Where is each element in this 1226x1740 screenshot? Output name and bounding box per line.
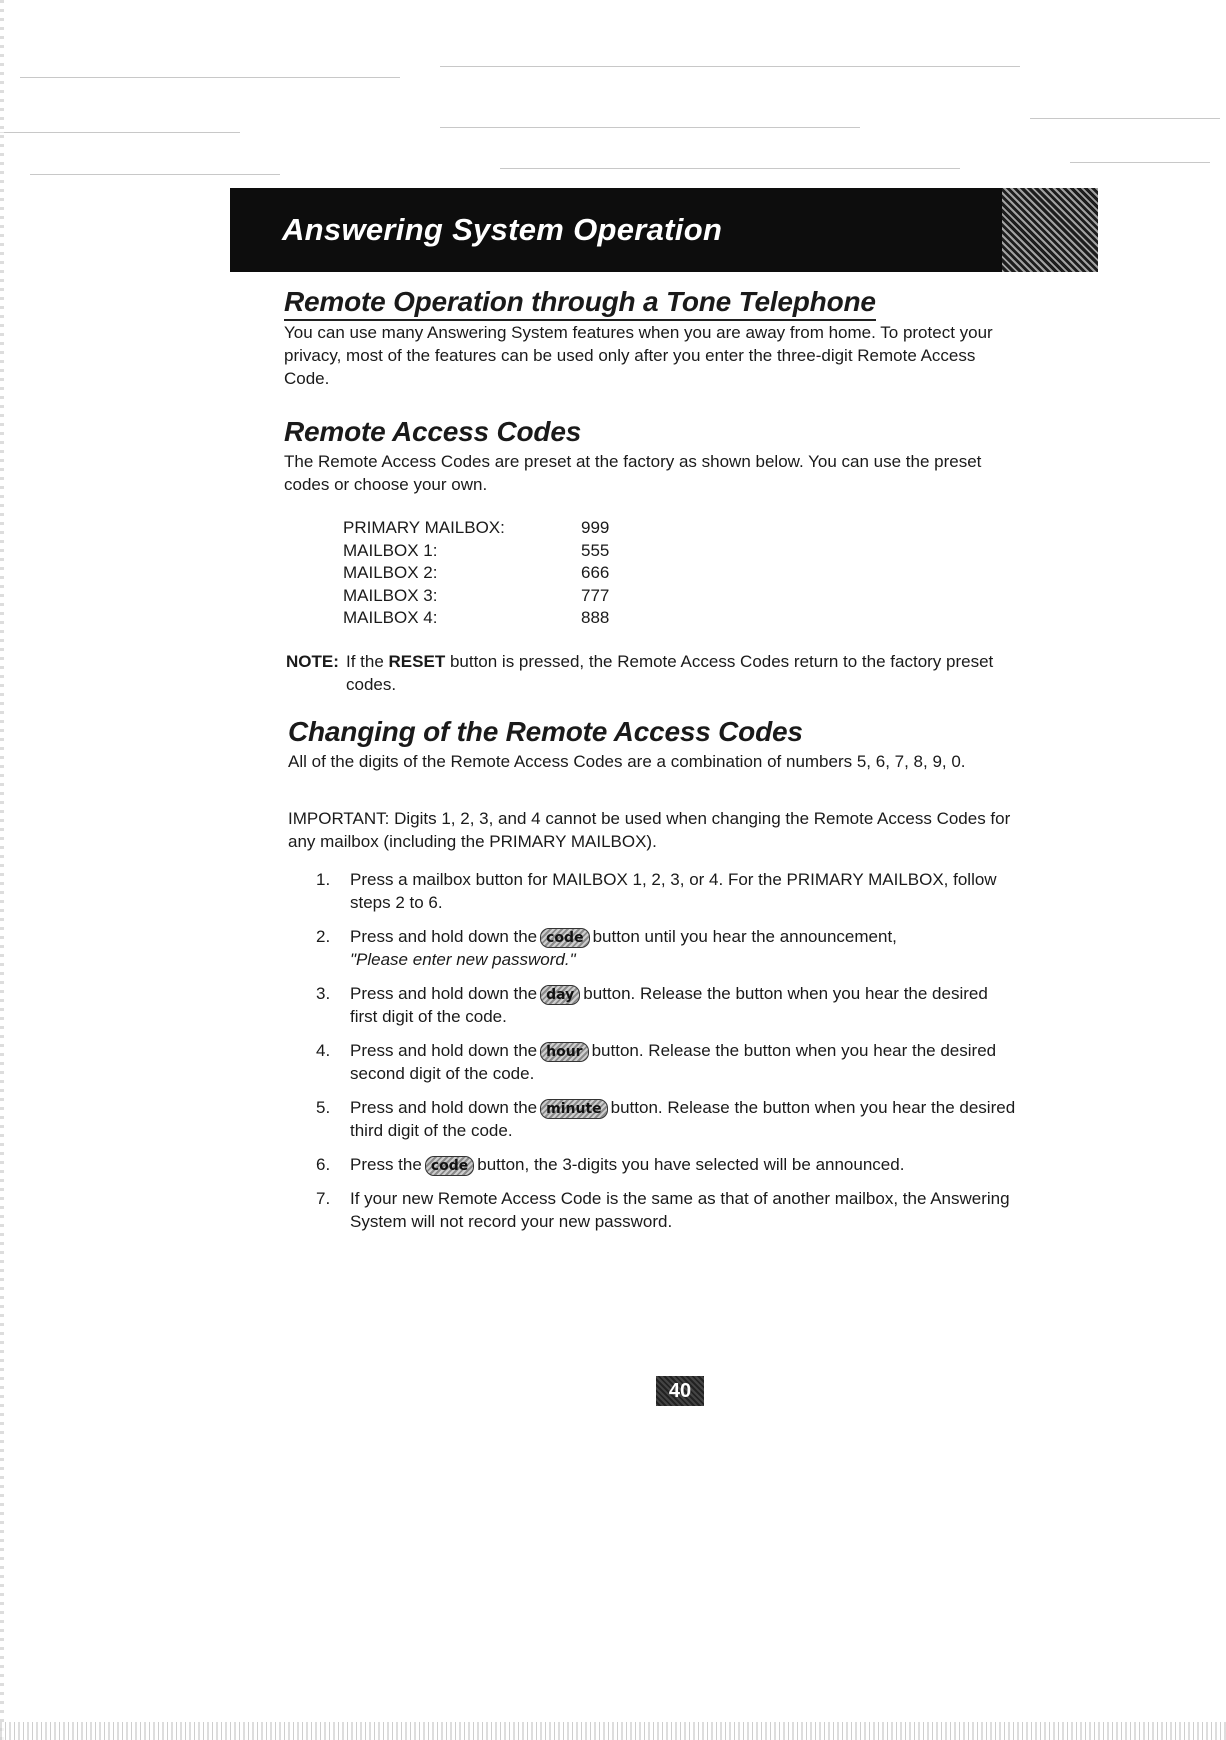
- step-text-end: button. Release the button when you hear the desired first digit of the code.: [350, 984, 988, 1026]
- step-item: [316, 1187, 1016, 1233]
- step-text-start: Press and hold down the: [350, 984, 538, 1003]
- code-value: 555: [581, 540, 610, 560]
- scan-artifact: [440, 127, 860, 128]
- note-text: [346, 650, 1016, 696]
- note-text-start: If the: [346, 652, 389, 671]
- step-text: [350, 1096, 1016, 1142]
- scan-artifact: [20, 77, 400, 78]
- step-number: 7.: [316, 1189, 331, 1208]
- step-number: 1.: [316, 870, 331, 889]
- code-value: 999: [581, 518, 610, 537]
- code-label: MAILBOX 4:: [343, 608, 438, 627]
- hour-button-icon: hour: [540, 1042, 588, 1062]
- note-text-end: button is pressed, the Remote Access Codes return to the factory preset codes.: [346, 652, 994, 694]
- section-changing-codes-text: All of the digits of the Remote Access Codes are a combination of numbers 5, 6, 7, 8, 9, 0.: [288, 752, 966, 771]
- scan-edge: [0, 0, 4, 1740]
- step-text-start: Press and hold down the: [350, 927, 538, 946]
- important-text: Digits 1, 2, 3, and 4 cannot be used when changing the Remote Access Codes for any mailbox (including the PRIMARY MAILBOX).: [288, 809, 1011, 851]
- code-value: 666: [581, 563, 610, 582]
- code-row: [343, 540, 609, 563]
- page-number: 40: [656, 1376, 704, 1406]
- access-code-list: [343, 517, 609, 630]
- code-value: 888: [581, 608, 610, 627]
- important-note: [288, 807, 1018, 853]
- reset-keyword: RESET: [388, 652, 446, 671]
- code-value: 777: [581, 585, 610, 605]
- header-decoration: [1002, 188, 1098, 272]
- scan-artifact: [0, 1722, 1226, 1740]
- section-heading-remote-operation: Remote Operation through a Tone Telephone: [284, 286, 876, 321]
- code-label: MAILBOX 3:: [343, 585, 438, 605]
- step-number: 2.: [316, 927, 331, 946]
- code-label: MAILBOX 2:: [343, 563, 438, 582]
- step-item: [316, 925, 1016, 971]
- step-text-start: Press the: [350, 1155, 422, 1174]
- step-item: [316, 982, 1016, 1028]
- important-label: IMPORTANT:: [288, 809, 390, 828]
- scan-artifact: [1070, 162, 1210, 163]
- step-text: [350, 1039, 1016, 1085]
- minute-button-icon: minute: [540, 1099, 608, 1119]
- section-remote-operation-text: You can use many Answering System features when you are away from home. To protect your privacy, most of the features can be used only after you enter the three-digit Remote Access Code.: [284, 323, 993, 388]
- section-heading-remote-access-codes: Remote Access Codes: [284, 416, 582, 447]
- code-button-icon: code: [540, 928, 589, 948]
- code-button-icon: code: [425, 1156, 474, 1176]
- section-header-bar: [230, 188, 1098, 272]
- section-remote-access-codes-text: The Remote Access Codes are preset at the factory as shown below. You can use the preset codes or choose your own.: [284, 452, 982, 494]
- step-text: [350, 925, 1016, 971]
- step-item: [316, 868, 1016, 914]
- instruction-steps: [316, 868, 1016, 1244]
- code-row: [343, 562, 609, 585]
- step-text-end: button. Release the button when you hear the desired second digit of the code.: [350, 1041, 997, 1083]
- scan-artifact: [500, 168, 960, 169]
- section-heading-changing-codes: Changing of the Remote Access Codes: [288, 716, 803, 747]
- step-text: [350, 1153, 1016, 1176]
- step-text-end: button until you hear the announcement,: [592, 927, 897, 946]
- day-button-icon: day: [540, 985, 580, 1005]
- step-text-end: button, the 3-digits you have selected will be announced.: [477, 1155, 905, 1174]
- code-label: PRIMARY MAILBOX:: [343, 518, 505, 537]
- code-label: MAILBOX 1:: [343, 540, 438, 560]
- page-title: Answering System Operation: [282, 212, 723, 247]
- scan-artifact: [30, 174, 280, 175]
- step-text: If your new Remote Access Code is the same as that of another mailbox, the Answering System will not record your new password.: [350, 1189, 1010, 1231]
- step-number: 4.: [316, 1041, 331, 1060]
- step-text: [350, 982, 1016, 1028]
- code-row: [343, 517, 609, 540]
- step-item: [316, 1039, 1016, 1085]
- step-text-start: Press and hold down the: [350, 1098, 538, 1117]
- code-row: [343, 607, 609, 630]
- reset-note: [286, 650, 1016, 696]
- step-item: [316, 1153, 1016, 1176]
- code-row: [343, 585, 609, 608]
- scan-artifact: [440, 66, 1020, 67]
- step-number: 3.: [316, 984, 331, 1003]
- step-text-start: Press and hold down the: [350, 1041, 538, 1060]
- step-item: [316, 1096, 1016, 1142]
- scan-artifact: [0, 132, 240, 133]
- note-label: NOTE:: [286, 652, 339, 671]
- scan-artifact: [1030, 118, 1220, 119]
- announcement-quote: "Please enter new password.": [350, 950, 576, 969]
- step-number: 6.: [316, 1155, 331, 1174]
- step-text: Press a mailbox button for MAILBOX 1, 2, 3, or 4. For the PRIMARY MAILBOX, follow steps 2 to 6.: [350, 870, 997, 912]
- step-number: 5.: [316, 1098, 331, 1117]
- step-text-end: button. Release the button when you hear the desired third digit of the code.: [350, 1098, 1016, 1140]
